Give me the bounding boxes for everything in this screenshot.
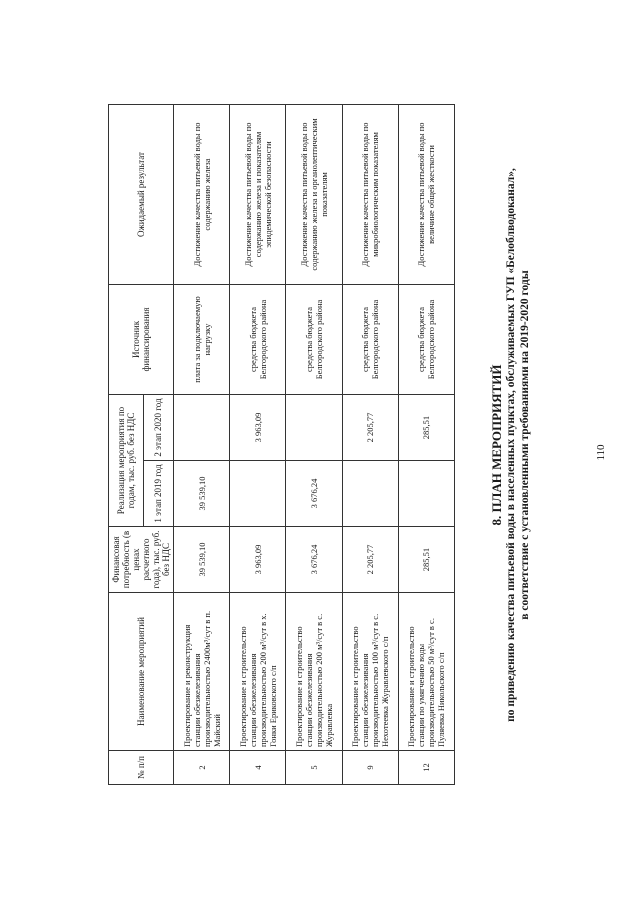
cell-stage2: 2 205,77 [342,394,398,460]
header-stage1: 1 этап 2019 год [143,461,173,527]
table-row [174,104,230,784]
header-num: № п/п [109,751,174,785]
cell-stage1 [342,461,398,527]
cell-result: Достижение качества питьевой воды по содержанию железа и показателям эпидемической безопасности [230,104,286,284]
table-row [342,104,398,784]
page-number: 110 [595,444,607,461]
cell-stage2 [286,394,342,460]
cell-stage1 [230,461,286,527]
header-name: Наименование мероприятий [109,593,174,751]
cell-result: Достижение качества питьевой воды по содержанию железа [174,104,230,284]
cell-need: 285,51 [398,527,454,593]
cell-num: 5 [286,751,342,785]
cell-stage1: 39 539,10 [174,461,230,527]
cell-need: 3 963,09 [230,527,286,593]
document-heading [490,105,532,785]
header-realization: Реализация мероприятия по годам, тыс. руб. без НДС [109,394,144,526]
cell-source: средства бюджета Белгородского района [398,284,454,394]
cell-num: 9 [342,751,398,785]
header-stage2: 2 этап 2020 год [143,394,173,460]
cell-result: Достижение качества питьевой воды по микробиологическим показателям [342,104,398,284]
table-row [230,104,286,784]
cell-source: плата за подключаемую нагрузку [174,284,230,394]
cell-stage1: 3 676,24 [286,461,342,527]
cell-result: Достижение качества питьевой воды по содержанию железа и органолептическим показателям [286,104,342,284]
heading-subtitle-line-1: по приведению качества питьевой воды в населенных пунктах, обслуживаемых ГУП «Белоблводоканал», [505,168,517,722]
cell-stage2 [174,394,230,460]
cell-name: Проектирование и строительство станции обезжелезивания производительностью 200 м³/сут в с. Журавлевка [286,593,342,751]
cell-name: Проектирование и строительство станции по умягчению воды производительностью 50 м³/сут в с. Пуляевка Никольского с/п [398,593,454,751]
header-result: Ожидаемый результат [109,104,174,284]
cell-stage1 [398,461,454,527]
header-source: Источник финансирования [109,284,174,394]
cell-source: средства бюджета Белгородского района [342,284,398,394]
cell-num: 2 [174,751,230,785]
heading-subtitle-line-2: в соответствие с установленными требованиями на 2019-2020 годы [519,270,531,620]
cell-need: 3 676,24 [286,527,342,593]
table-row [286,104,342,784]
cell-num: 12 [398,751,454,785]
cell-name: Проектирование и строительство станции обезжелезивания производительностью 100 м³/сут в с. Нехотеевка Журавлевского с/п [342,593,398,751]
heading-title: 8. ПЛАН МЕРОПРИЯТИЙ [489,364,504,526]
cell-stage2: 285,51 [398,394,454,460]
table-row [398,104,454,784]
cell-source: средства бюджета Белгородского района [230,284,286,394]
header-need: Финансовая потребность (в ценах расчетного года), тыс. руб. без НДС [109,527,174,593]
cell-need: 39 539,10 [174,527,230,593]
cell-num: 4 [230,751,286,785]
table-header-row [109,104,144,784]
measures-table [108,104,455,785]
cell-result: Достижение качества питьевой воды по величине общей жесткости [398,104,454,284]
cell-need: 2 205,77 [342,527,398,593]
cell-name: Проектирование и реконструкция станции обезжелезивания производительностью 2400м³/сут в п. Майский [174,593,230,751]
cell-source: средства бюджета Белгородского района [286,284,342,394]
cell-name: Проектирование и строительство станции обезжелезивания производительностью 200 м³/сут в х. Гонки Ериковского с/п [230,593,286,751]
cell-stage2: 3 963,09 [230,394,286,460]
